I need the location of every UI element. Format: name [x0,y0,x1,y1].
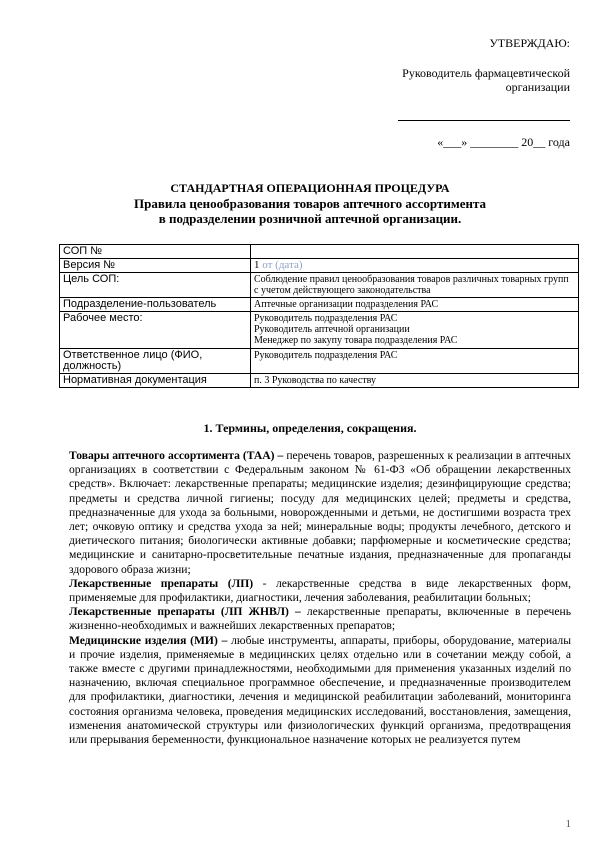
table-key: Рабочее место: [60,312,251,349]
workplace-line1: Руководитель подразделения РАС [254,313,398,324]
term-separator: - [253,576,276,590]
table-value: Аптечные организации подразделения РАС [251,298,579,312]
approval-title: УТВЕРЖДАЮ: [489,36,570,50]
workplace-line3: Менеджер по закупу товара подразделения РАС [254,335,458,346]
term-paragraph [69,449,571,577]
approval-block [340,36,570,149]
term-paragraph [69,605,571,633]
table-row [60,349,579,374]
term-definition: лекарственные препараты, включенные в перечень жизненно-необходимых и важнейших лекарственных препаратов; [69,605,572,633]
table-key: СОП № [60,245,251,259]
term-definition: перечень товаров, разрешенных к реализации в аптечных организациях в соответствии с Федеральным законом № 61-ФЗ «Об обращении лекарственных средств». Включает: лекарственные препараты; медицинские изделия; дезинфицирующие средства; предметы и средства личной гигиены; посуду для медицинских целей; предметы и средства, предназначенные для ухода за больными, новорожденными и детьми, не достигшими возраста трех лет; очковую оптику и средства ухода за ней; минеральные воды; продукты лечебного, детского и диетического питания; биологически активные добавки; парфюмерные и косметические средства; медицинские и санитарно-просветительные печатные издания, предназначенные для пропаганды здорового образа жизни; [69,449,572,576]
term-name: Лекарственные препараты (ЛП ЖНВЛ) [69,605,289,619]
header-line2: Правила ценообразования товаров аптечного ассортимента [133,196,486,211]
table-value [251,259,579,273]
table-row [60,259,579,273]
header-line1: СТАНДАРТНАЯ ОПЕРАЦИОННАЯ ПРОЦЕДУРА [170,181,450,195]
approval-role-line1: Руководитель фармацевтической [402,66,570,80]
page-number: 1 [565,818,571,830]
term-separator: – [217,633,232,647]
table-key: Подразделение-пользователь [60,298,251,312]
term-definition: любые инструменты, аппараты, приборы, оборудование, материалы и прочие изделия, применяемые в медицинских целях отдельно или в сочетании между собой, а также вместе с другими принадлежностями, необходимыми для применения указанных изделий по назначению, включая специальное программное обеспечение, и предназначенные производителем для профилактики, диагностики, лечения и медицинской реабилитации заболеваний, мониторинга состояния организма человека, проведения медицинских исследований, восстановления, замещения, изменения анатомической структуры или физиологических функций организма, предотвращения или прерывания беременности, функциональное назначение которых не реализуется путем [69,633,571,747]
table-value: Руководитель подразделения РАС [251,349,579,374]
table-row [60,312,579,349]
sop-table [59,244,579,388]
table-row [60,245,579,259]
version-date-note: от (дата) [262,259,303,271]
approval-role [340,66,570,94]
table-key: Нормативная документация [60,374,251,388]
document-header [40,181,580,226]
table-key: Цель СОП: [60,273,251,298]
version-number: 1 [254,259,260,271]
header-line3: в подразделении розничной аптечной организации. [158,211,462,226]
table-row [60,273,579,298]
approval-date-line: «___» ________ 20__ года [437,135,570,149]
table-value: п. 3 Руководства по качеству [251,374,579,388]
table-key: Ответственное лицо (ФИО, должность) [60,349,251,374]
table-value: Соблюдение правил ценообразования товаров различных товарных групп с учетом действующего законодательства [251,273,579,298]
term-paragraph [69,634,571,748]
terms-body [69,449,571,747]
section-title-text: 1. Термины, определения, сокращения. [203,421,417,435]
term-definition: лекарственные средства в виде лекарственных форм, применяемые для профилактики, диагностики, лечения заболевания, реабилитации больных; [69,576,571,605]
workplace-line2: Руководитель аптечной организации [254,324,410,335]
term-name: Медицинские изделия (МИ) [69,633,218,647]
term-name: Товары аптечного ассортимента (ТАА) [69,449,275,462]
term-separator: – [288,605,307,619]
table-key: Версия № [60,259,251,273]
signature-line [398,110,570,121]
table-value [251,245,579,259]
section-title [40,421,580,436]
table-value [251,312,579,349]
approval-role-line2: организации [505,80,570,94]
term-name: Лекарственные препараты (ЛП) [69,576,254,590]
term-separator: – [274,449,287,462]
term-paragraph [69,577,571,605]
table-row [60,298,579,312]
table-row [60,374,579,388]
